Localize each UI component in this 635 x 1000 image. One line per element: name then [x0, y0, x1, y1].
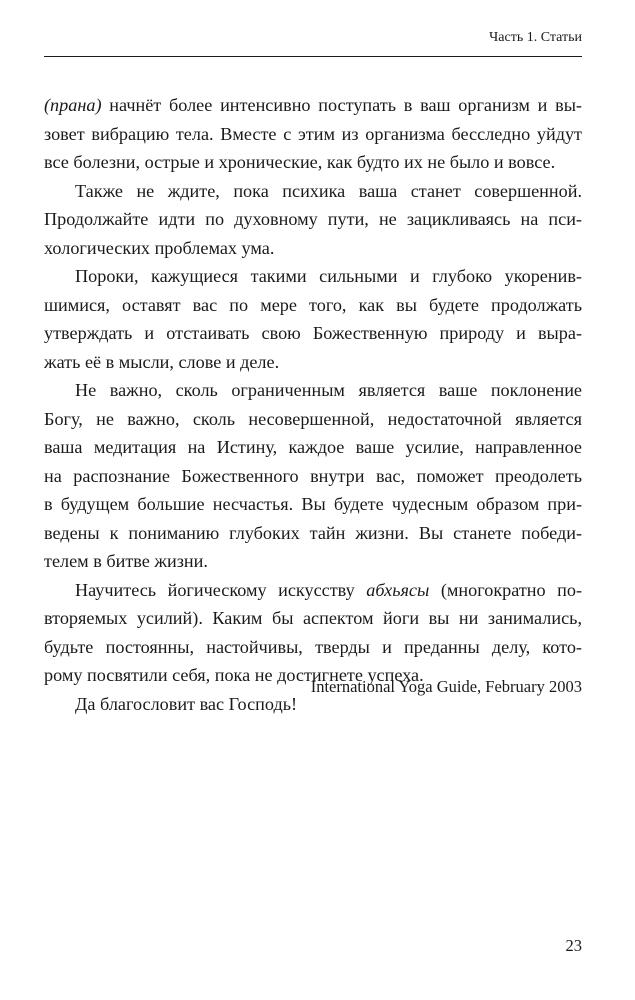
text-run: начнёт более интенсивно поступать в ваш организм и вы- — [101, 95, 582, 115]
text-line — [44, 148, 582, 177]
text-line — [44, 120, 582, 149]
text-line — [44, 234, 582, 263]
text-run: на распознание Божественного внутри вас, поможет преодолеть — [44, 465, 582, 486]
text-line — [44, 91, 582, 120]
text-run: Богу, не важно, сколь несовершенной, недостаточной является — [44, 408, 582, 429]
text-line — [44, 490, 582, 519]
text-line — [44, 205, 582, 234]
text-run: Не важно, сколь ограниченным является ваше поклонение — [75, 380, 582, 400]
paragraph — [44, 376, 582, 576]
page-number: 23 — [565, 936, 582, 955]
text-line — [44, 319, 582, 348]
text-run: (многократно по- — [429, 579, 582, 600]
text-line — [44, 547, 582, 576]
text-run: шимися, оставят вас по мере того, как вы будете продолжать — [44, 294, 582, 315]
text-run: Продолжайте идти по духовному пути, не зацикливаясь на пси- — [44, 209, 582, 229]
italic-term: абхьясы — [366, 579, 430, 600]
text-run: утверждать и отстаивать свою Божественную природу и выра- — [44, 323, 582, 343]
text-run: зовет вибрацию тела. Вместе с этим из организма бесследно уйдут — [44, 123, 582, 144]
text-run: хологических проблемах ума. — [44, 237, 275, 258]
paragraph — [44, 177, 582, 263]
paragraph — [44, 262, 582, 376]
text-line — [44, 462, 582, 491]
text-run: ведены к пониманию глубоких тайн жизни. Вы станете победи- — [44, 522, 582, 543]
source-citation: International Yoga Guide, February 2003 — [310, 677, 582, 696]
text-line — [44, 633, 582, 662]
text-run: ваша медитация на Истину, каждое ваше усилие, направленное — [44, 437, 582, 457]
text-line — [44, 604, 582, 633]
text-line — [44, 262, 582, 291]
text-run: вторяемых усилий). Каким бы аспектом йоги вы ни занимались, — [44, 608, 582, 628]
paragraph — [44, 91, 582, 177]
text-run: Также не ждите, пока психика ваша станет совершенной. — [75, 180, 582, 201]
text-run: Да благословит вас Господь! — [75, 693, 298, 714]
header-rule — [44, 56, 582, 57]
text-run: телем в битве жизни. — [44, 551, 208, 571]
text-line — [44, 433, 582, 462]
text-line — [44, 376, 582, 405]
text-run: Научитесь йогическому искусству — [75, 579, 367, 600]
text-line — [44, 291, 582, 320]
text-run: Пороки, кажущиеся такими сильными и глубоко укоренив- — [75, 266, 582, 286]
text-run: все болезни, острые и хронические, как будто их не было и вовсе. — [44, 152, 556, 172]
text-run: будьте постоянны, настойчивы, тверды и преданны делу, кото- — [44, 636, 582, 657]
italic-term: (прана) — [44, 95, 102, 115]
text-run: жать её в мысли, слове и деле. — [44, 351, 280, 372]
running-head: Часть 1. Статьи — [489, 30, 582, 45]
text-run: рому посвятили себя, пока не достигнете успеха. — [44, 665, 424, 685]
text-line — [44, 348, 582, 377]
text-run: в будущем большие несчастья. Вы будете чудесным образом при- — [44, 494, 582, 514]
text-line — [44, 177, 582, 206]
paragraph — [44, 576, 582, 690]
text-line — [44, 405, 582, 434]
body-text — [44, 91, 582, 718]
text-line — [44, 576, 582, 605]
text-line — [44, 519, 582, 548]
